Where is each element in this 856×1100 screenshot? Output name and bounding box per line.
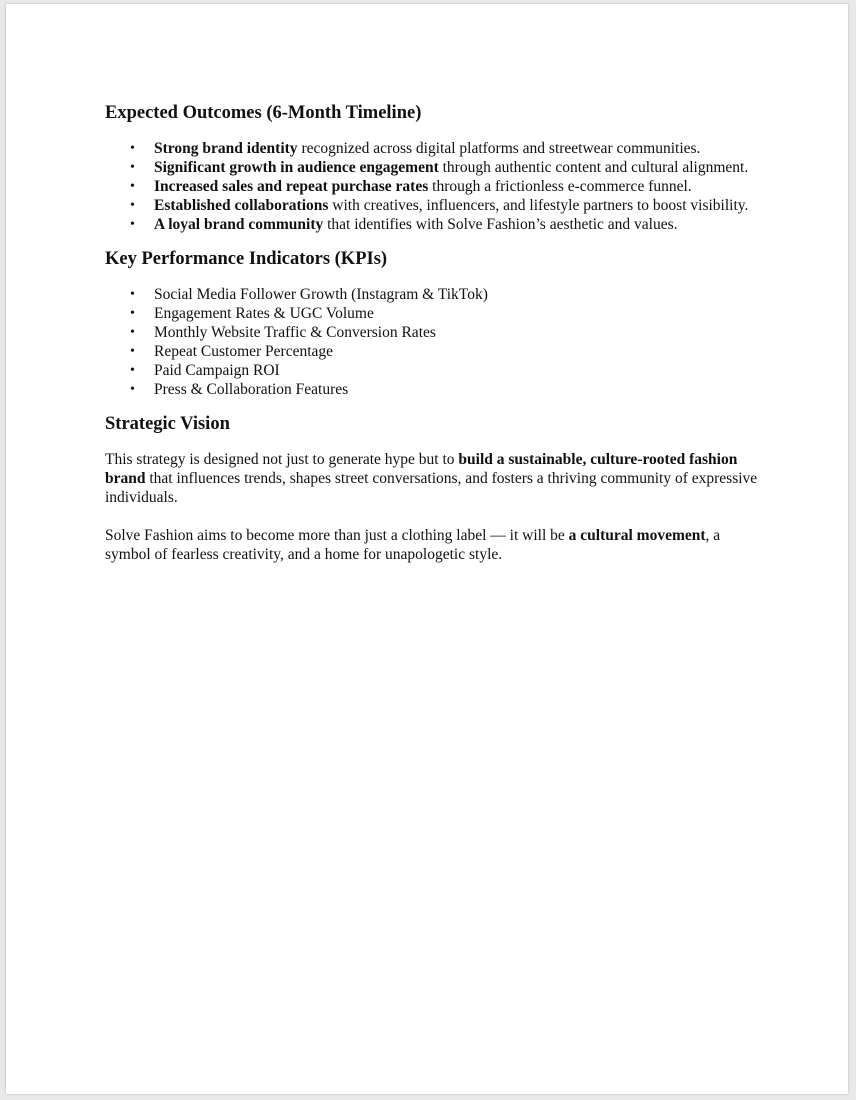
paragraph-text: that influences trends, shapes street conversations, and fosters a thriving community of expressive individuals. (105, 470, 758, 506)
item-text: Repeat Customer Percentage (154, 343, 334, 360)
list-item (130, 304, 765, 323)
item-text: Monthly Website Traffic & Conversion Rates (154, 324, 436, 341)
item-text: through a frictionless e-commerce funnel. (428, 178, 692, 195)
list-item (130, 215, 765, 234)
bullet-icon: • (130, 198, 135, 213)
item-bold-text: Increased sales and repeat purchase rates (154, 178, 429, 195)
list-item (130, 285, 765, 304)
list-item (130, 342, 765, 361)
bullet-icon: • (130, 325, 135, 340)
list-item (130, 323, 765, 342)
bullet-icon: • (130, 287, 135, 302)
item-text: recognized across digital platforms and streetwear communities. (297, 140, 701, 157)
bullet-icon: • (130, 306, 135, 321)
document-page (6, 4, 848, 1094)
list-item (130, 177, 765, 196)
list-item (130, 361, 765, 380)
paragraph-text: , a symbol of fearless creativity, and a home for unapologetic style. (105, 527, 721, 563)
list-item (130, 139, 765, 158)
vision-paragraph-1 (105, 450, 765, 507)
paragraph-text: Solve Fashion aims to become more than just a clothing label — it will be (105, 527, 569, 544)
outcomes-list (105, 139, 765, 234)
vision-heading: Strategic Vision (105, 414, 230, 434)
item-bold-text: Significant growth in audience engagement (154, 159, 439, 176)
item-text: that identifies with Solve Fashion’s aesthetic and values. (323, 216, 678, 233)
item-bold-text: A loyal brand community (154, 216, 324, 233)
list-item (130, 196, 765, 215)
item-text: Engagement Rates & UGC Volume (154, 305, 374, 322)
kpi-list (105, 285, 765, 399)
bullet-icon: • (130, 363, 135, 378)
item-bold-text: Established collaborations (154, 197, 329, 214)
list-item (130, 380, 765, 399)
item-text: Press & Collaboration Features (154, 381, 349, 398)
list-item (130, 158, 765, 177)
vision-paragraph-2 (105, 526, 765, 564)
outcomes-heading: Expected Outcomes (6-Month Timeline) (105, 103, 422, 123)
bullet-icon: • (130, 160, 135, 175)
item-bold-text: Strong brand identity (154, 140, 298, 157)
item-text: through authentic content and cultural alignment. (438, 159, 749, 176)
bullet-icon: • (130, 217, 135, 232)
item-text: Social Media Follower Growth (Instagram & TikTok) (154, 286, 488, 303)
item-text: with creatives, influencers, and lifestyle partners to boost visibility. (328, 197, 749, 214)
bullet-icon: • (130, 344, 135, 359)
paragraph-bold-text: build a sustainable, culture-rooted fashion brand (105, 451, 738, 487)
document-content (105, 102, 765, 583)
bullet-icon: • (130, 382, 135, 397)
paragraph-text: This strategy is designed not just to generate hype but to (105, 451, 459, 468)
bullet-icon: • (130, 179, 135, 194)
bullet-icon: • (130, 141, 135, 156)
paragraph-bold-text: a cultural movement (568, 527, 706, 544)
item-text: Paid Campaign ROI (154, 362, 280, 379)
kpi-heading: Key Performance Indicators (KPIs) (105, 249, 388, 269)
